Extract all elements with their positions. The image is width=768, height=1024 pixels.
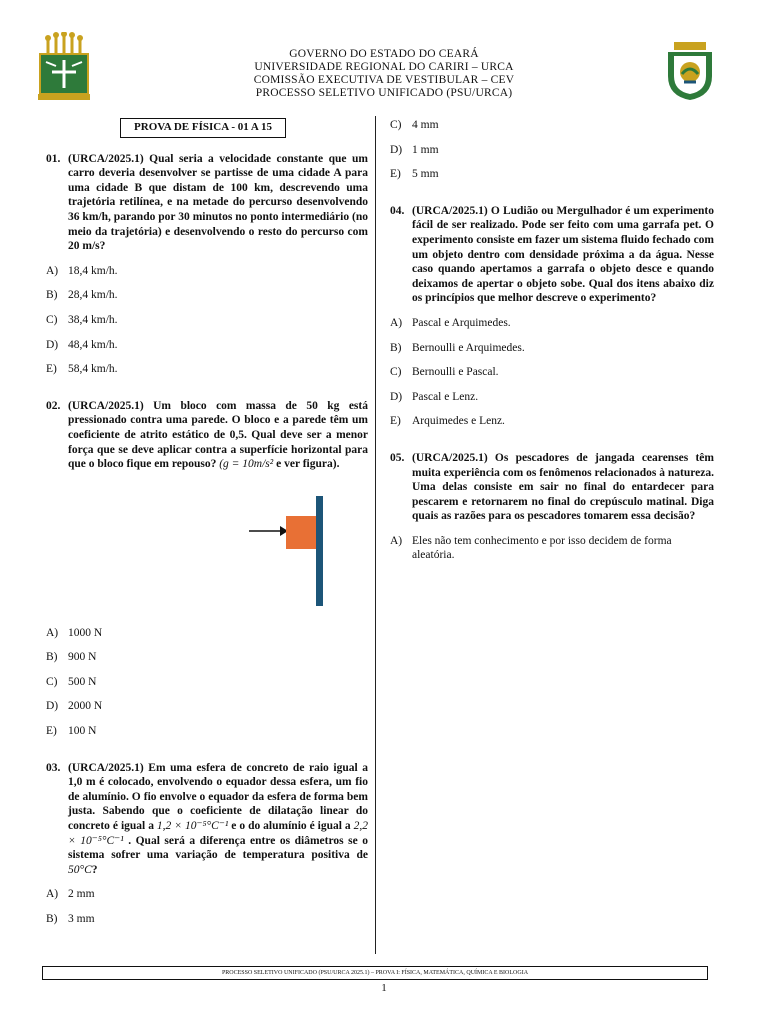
- option-b[interactable]: [46, 650, 368, 665]
- option-letter: C): [390, 366, 402, 379]
- question-text-end: ?: [91, 863, 98, 876]
- question-number: 01.: [46, 152, 61, 165]
- question-02: [46, 399, 368, 739]
- question-text: (URCA/2025.1) Os pescadores de jangada cearenses têm muita experiência com os fenômenos relacionados à natureza. Uma delas consiste em sair no final do entardecer para pescarem e retornarem no final do crepúsculo matinal. Diga quais as razões para os pescadores tomarem essa decisão?: [412, 451, 714, 523]
- footer-banner: PROCESSO SELETIVO UNIFICADO (PSU/URCA 2025.1) – PROVA I: FÍSICA, MATEMÁTICA, QUÍMICA E BIOLOGIA: [42, 966, 708, 980]
- block: [286, 516, 317, 549]
- option-text: 100 N: [68, 725, 97, 738]
- option-letter: E): [46, 725, 57, 738]
- option-letter: C): [46, 675, 58, 688]
- question-01: [46, 152, 368, 377]
- option-letter: A): [390, 316, 403, 329]
- option-d[interactable]: [46, 699, 368, 714]
- option-text: 2000 N: [68, 700, 103, 713]
- question-number: 04.: [390, 204, 405, 217]
- option-b[interactable]: [390, 341, 714, 356]
- option-letter: E): [46, 363, 57, 376]
- option-text: 1000 N: [68, 626, 103, 639]
- right-column: [390, 112, 714, 563]
- option-letter: D): [46, 700, 59, 713]
- option-b[interactable]: [46, 912, 368, 927]
- option-letter: A): [46, 626, 59, 639]
- option-text: 3 mm: [68, 913, 95, 925]
- wall: [316, 496, 323, 606]
- option-a[interactable]: [390, 534, 714, 563]
- question-text: (URCA/2025.1) O Ludião ou Mergulhador é um experimento fácil de ser realizado. Pode ser feito com uma garrafa pet. O experimento consiste em fazer um sistema fluido fechado com um objeto dentro com densidade próxima a da água. Nesse caso quando apertamos a garrafa o objeto desce e quando deixamos de apertar o objeto sobe. Qual dos itens abaixo diz os princípios que melhor descreve o experimento?: [412, 204, 714, 305]
- option-a[interactable]: [46, 626, 368, 641]
- option-letter: C): [46, 313, 58, 326]
- option-d[interactable]: [46, 338, 368, 353]
- question-number: 05.: [390, 451, 405, 464]
- option-text: Eles não tem conhecimento e por isso decidem de forma aleatória.: [412, 534, 672, 562]
- option-a[interactable]: [46, 887, 368, 902]
- option-text: 5 mm: [412, 168, 439, 181]
- option-e[interactable]: [390, 414, 714, 429]
- option-letter: E): [390, 415, 401, 428]
- option-e[interactable]: [46, 724, 368, 739]
- option-e[interactable]: [390, 167, 714, 182]
- option-d[interactable]: [390, 390, 714, 405]
- page-number: 1: [381, 982, 387, 994]
- header-line-2: UNIVERSIDADE REGIONAL DO CARIRI – URCA: [254, 61, 514, 73]
- exam-title: PROVA DE FÍSICA - 01 A 15: [120, 118, 286, 138]
- option-text: 4 mm: [412, 119, 439, 131]
- option-letter: D): [46, 338, 59, 351]
- header-line-3: COMISSÃO EXECUTIVA DE VESTIBULAR – CEV: [253, 74, 515, 86]
- option-c[interactable]: [46, 313, 368, 328]
- option-letter: B): [390, 341, 402, 354]
- option-b[interactable]: [46, 288, 368, 303]
- option-letter: D): [390, 390, 403, 403]
- question-03: [46, 761, 368, 927]
- option-letter: E): [390, 168, 401, 181]
- option-a[interactable]: [390, 316, 714, 331]
- option-text: 900 N: [68, 651, 97, 664]
- question-text: (URCA/2025.1) Um bloco com massa de 50 kg está pressionado contra uma parede. O bloco e a parede têm um coeficiente de atrito estático de 0,5. Qual deve ser a menor força que se deve aplicar contra a superfície horizontal para que o bloco fique em repouso?: [68, 399, 368, 471]
- option-text: 28,4 km/h.: [68, 289, 118, 302]
- option-c[interactable]: [390, 118, 714, 133]
- gravity-formula: (g = 10m/s²: [219, 458, 274, 471]
- header-line-4: PROCESSO SELETIVO UNIFICADO (PSU/URCA): [255, 87, 513, 99]
- temperature-formula: 50°C: [68, 863, 92, 876]
- question-number: 03.: [46, 761, 61, 774]
- aluminum-coefficient-formula: 2,2 × 10⁻⁵°C⁻¹: [68, 820, 368, 847]
- option-text: 58,4 km/h.: [68, 363, 118, 376]
- force-arrow-icon: [249, 524, 289, 538]
- option-text: Pascal e Lenz.: [412, 390, 479, 403]
- question-05: [390, 451, 714, 563]
- option-letter: A): [46, 264, 59, 277]
- option-letter: B): [46, 651, 58, 664]
- header-line-1: GOVERNO DO ESTADO DO CEARÁ: [289, 48, 479, 60]
- option-a[interactable]: [46, 264, 368, 279]
- question-text: (URCA/2025.1) Qual seria a velocidade constante que um carro deveria desenvolver se partisse de uma cidade A para uma cidade B que distam de 100 km, descrevendo uma trajetória retilínea, e na metade do percurso desenvolvendo 36 km/h, parando por 30 minutos no ponto intermediário (no meio da trajetória) e desenvolvendo o resto do percurso com 20 m/s?: [68, 152, 368, 253]
- option-text: Bernoulli e Pascal.: [412, 366, 499, 379]
- option-text: Pascal e Arquimedes.: [412, 316, 511, 329]
- question-number: 02.: [46, 399, 61, 412]
- left-column: [46, 112, 368, 927]
- option-text: 18,4 km/h.: [68, 264, 118, 277]
- block-wall-figure: [46, 486, 368, 616]
- option-d[interactable]: [390, 143, 714, 158]
- column-divider: [375, 116, 376, 954]
- option-letter: B): [46, 289, 58, 302]
- document-header: [0, 48, 768, 100]
- option-letter: C): [390, 119, 402, 131]
- option-text: 1 mm: [412, 143, 439, 156]
- option-letter: D): [390, 143, 403, 156]
- option-text: 48,4 km/h.: [68, 338, 118, 351]
- option-e[interactable]: [46, 362, 368, 377]
- option-text: Bernoulli e Arquimedes.: [412, 341, 525, 354]
- question-text-mid: e o do alumínio é igual a: [228, 820, 354, 833]
- question-text-end: e ver figura).: [273, 458, 340, 471]
- option-text: 2 mm: [68, 888, 95, 901]
- concrete-coefficient-formula: 1,2 × 10⁻⁵°C⁻¹: [156, 820, 229, 833]
- option-text: Arquimedes e Lenz.: [412, 415, 505, 428]
- option-text: 38,4 km/h.: [68, 313, 118, 326]
- option-text: 500 N: [68, 675, 97, 688]
- option-letter: A): [390, 534, 403, 547]
- question-04: [390, 204, 714, 429]
- question-text: (URCA/2025.1) Em uma esfera de concreto de raio igual a 1,0 m é colocado, envolvendo o equador dessa esfera, um fio de alumínio. O fio envolve o equador da esfera de forma bem justa. Sabendo que o coeficiente de dilatação linear do concreto é igual a: [68, 761, 368, 833]
- question-text-mid2: . Qual será a diferença entre os diâmetros se o sistema sofrer uma variação de temperatura positiva de: [68, 834, 368, 862]
- option-c[interactable]: [46, 675, 368, 690]
- option-letter: B): [46, 913, 58, 925]
- option-letter: A): [46, 888, 59, 901]
- option-c[interactable]: [390, 365, 714, 380]
